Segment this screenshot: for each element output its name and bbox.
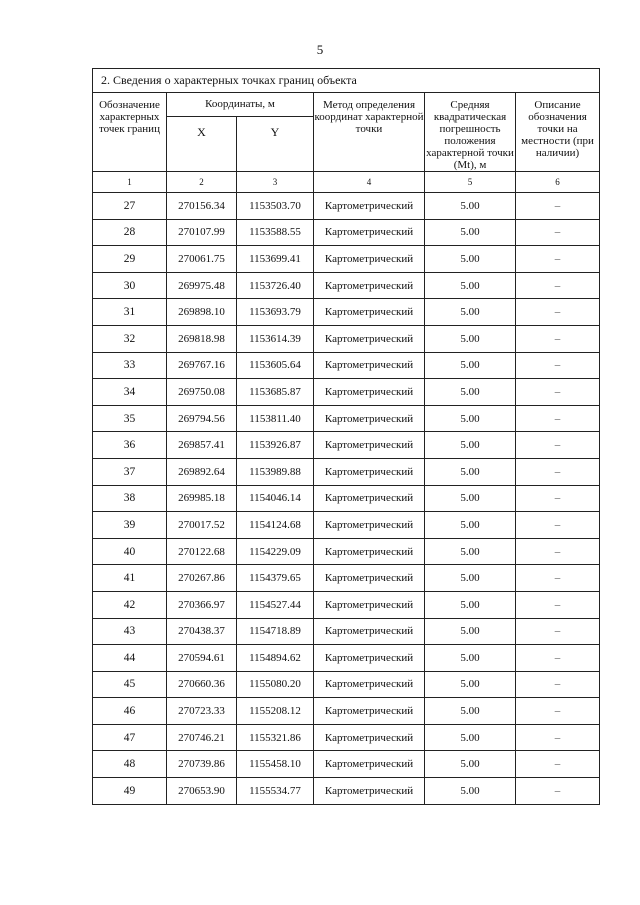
point-number: 48	[93, 751, 167, 778]
accuracy-value: 5.00	[425, 645, 516, 672]
table-row	[93, 193, 600, 220]
coordinate-y: 1154379.65	[237, 565, 314, 592]
table-row	[93, 352, 600, 379]
table-row	[93, 618, 600, 645]
description: –	[516, 193, 600, 220]
coordinate-y: 1153503.70	[237, 193, 314, 220]
description: –	[516, 512, 600, 539]
coordinate-x: 270739.86	[167, 751, 237, 778]
point-number: 32	[93, 325, 167, 352]
coordinate-x: 269767.16	[167, 352, 237, 379]
table-row	[93, 751, 600, 778]
page-number: 5	[316, 42, 324, 57]
header-point: Обозначение характерных точек границ	[93, 93, 167, 172]
point-number: 33	[93, 352, 167, 379]
method: Картометрический	[314, 751, 425, 778]
description: –	[516, 458, 600, 485]
method: Картометрический	[314, 458, 425, 485]
table-row	[93, 512, 600, 539]
description: –	[516, 299, 600, 326]
accuracy-value: 5.00	[425, 591, 516, 618]
description: –	[516, 751, 600, 778]
accuracy-value: 5.00	[425, 485, 516, 512]
coordinate-y: 1154527.44	[237, 591, 314, 618]
description: –	[516, 698, 600, 725]
point-number: 49	[93, 778, 167, 805]
coordinate-y: 1154894.62	[237, 645, 314, 672]
method: Картометрический	[314, 671, 425, 698]
point-number: 27	[93, 193, 167, 220]
accuracy-value: 5.00	[425, 193, 516, 220]
accuracy-value: 5.00	[425, 272, 516, 299]
table-row	[93, 299, 600, 326]
method: Картометрический	[314, 272, 425, 299]
header-method: Метод определения координат характерной точки	[314, 93, 425, 172]
method: Картометрический	[314, 432, 425, 459]
method: Картометрический	[314, 193, 425, 220]
description: –	[516, 565, 600, 592]
table-row	[93, 778, 600, 805]
coordinate-y: 1153693.79	[237, 299, 314, 326]
accuracy-value: 5.00	[425, 246, 516, 273]
method: Картометрический	[314, 724, 425, 751]
method: Картометрический	[314, 379, 425, 406]
table-row	[93, 405, 600, 432]
description: –	[516, 724, 600, 751]
accuracy-value: 5.00	[425, 538, 516, 565]
column-number: 6	[516, 172, 600, 193]
coordinate-x: 269898.10	[167, 299, 237, 326]
description: –	[516, 591, 600, 618]
coordinate-x: 270746.21	[167, 724, 237, 751]
point-number: 36	[93, 432, 167, 459]
coordinate-y: 1155080.20	[237, 671, 314, 698]
coordinate-x: 269985.18	[167, 485, 237, 512]
section-title: 2. Сведения о характерных точках границ объекта	[93, 69, 600, 93]
coordinate-y: 1154046.14	[237, 485, 314, 512]
boundary-points-table	[92, 68, 600, 805]
point-number: 31	[93, 299, 167, 326]
accuracy-value: 5.00	[425, 618, 516, 645]
method: Картометрический	[314, 512, 425, 539]
method: Картометрический	[314, 299, 425, 326]
accuracy-value: 5.00	[425, 671, 516, 698]
table-row	[93, 485, 600, 512]
accuracy-value: 5.00	[425, 512, 516, 539]
table-row	[93, 379, 600, 406]
description: –	[516, 778, 600, 805]
table-row	[93, 671, 600, 698]
coordinate-y: 1153614.39	[237, 325, 314, 352]
column-number: 5	[425, 172, 516, 193]
coordinate-y: 1155321.86	[237, 724, 314, 751]
method: Картометрический	[314, 618, 425, 645]
coordinate-x: 270366.97	[167, 591, 237, 618]
table-row	[93, 272, 600, 299]
method: Картометрический	[314, 538, 425, 565]
column-numbers-row	[93, 172, 600, 193]
coordinate-x: 270122.68	[167, 538, 237, 565]
point-number: 34	[93, 379, 167, 406]
point-number: 30	[93, 272, 167, 299]
description: –	[516, 272, 600, 299]
point-number: 42	[93, 591, 167, 618]
method: Картометрический	[314, 246, 425, 273]
coordinate-x: 270156.34	[167, 193, 237, 220]
coordinate-x: 270653.90	[167, 778, 237, 805]
point-number: 37	[93, 458, 167, 485]
coordinate-y: 1154718.89	[237, 618, 314, 645]
coordinate-y: 1153588.55	[237, 219, 314, 246]
header-description: Описание обозначения точки на местности (при наличии)	[516, 93, 600, 172]
accuracy-value: 5.00	[425, 458, 516, 485]
coordinate-x: 270017.52	[167, 512, 237, 539]
accuracy-value: 5.00	[425, 325, 516, 352]
description: –	[516, 219, 600, 246]
method: Картометрический	[314, 405, 425, 432]
coordinate-y: 1154229.09	[237, 538, 314, 565]
accuracy-value: 5.00	[425, 219, 516, 246]
coordinate-y: 1153926.87	[237, 432, 314, 459]
point-number: 29	[93, 246, 167, 273]
coordinate-y: 1154124.68	[237, 512, 314, 539]
point-number: 39	[93, 512, 167, 539]
coordinate-y: 1153685.87	[237, 379, 314, 406]
coordinate-y: 1155534.77	[237, 778, 314, 805]
accuracy-value: 5.00	[425, 751, 516, 778]
point-number: 46	[93, 698, 167, 725]
accuracy-value: 5.00	[425, 432, 516, 459]
coordinate-x: 270438.37	[167, 618, 237, 645]
coordinate-x: 270723.33	[167, 698, 237, 725]
accuracy-value: 5.00	[425, 698, 516, 725]
accuracy-value: 5.00	[425, 724, 516, 751]
method: Картометрический	[314, 565, 425, 592]
method: Картометрический	[314, 645, 425, 672]
coordinate-y: 1153811.40	[237, 405, 314, 432]
coordinate-x: 270594.61	[167, 645, 237, 672]
table-row	[93, 591, 600, 618]
table-row	[93, 698, 600, 725]
header-y: Y	[237, 116, 314, 171]
table-row	[93, 325, 600, 352]
table-row	[93, 246, 600, 273]
method: Картометрический	[314, 485, 425, 512]
accuracy-value: 5.00	[425, 352, 516, 379]
coordinate-y: 1153605.64	[237, 352, 314, 379]
table-row	[93, 432, 600, 459]
accuracy-value: 5.00	[425, 778, 516, 805]
coordinate-x: 269818.98	[167, 325, 237, 352]
header-accuracy: Средняя квадратическая погрешность положения характерной точки (Mt), м	[425, 93, 516, 172]
table-row	[93, 565, 600, 592]
coordinate-x: 269750.08	[167, 379, 237, 406]
description: –	[516, 618, 600, 645]
description: –	[516, 538, 600, 565]
table-row	[93, 645, 600, 672]
description: –	[516, 645, 600, 672]
method: Картометрический	[314, 219, 425, 246]
point-number: 28	[93, 219, 167, 246]
method: Картометрический	[314, 352, 425, 379]
header-coordinates: Координаты, м	[167, 93, 314, 117]
coordinate-x: 269975.48	[167, 272, 237, 299]
point-number: 44	[93, 645, 167, 672]
description: –	[516, 246, 600, 273]
column-number: 1	[93, 172, 167, 193]
accuracy-value: 5.00	[425, 565, 516, 592]
coordinate-x: 269794.56	[167, 405, 237, 432]
accuracy-value: 5.00	[425, 405, 516, 432]
description: –	[516, 485, 600, 512]
coordinate-x: 270061.75	[167, 246, 237, 273]
coordinate-y: 1155458.10	[237, 751, 314, 778]
table-row	[93, 458, 600, 485]
method: Картометрический	[314, 325, 425, 352]
description: –	[516, 325, 600, 352]
description: –	[516, 352, 600, 379]
coordinate-x: 269857.41	[167, 432, 237, 459]
description: –	[516, 432, 600, 459]
header-x: X	[167, 116, 237, 171]
point-number: 43	[93, 618, 167, 645]
column-number: 4	[314, 172, 425, 193]
point-number: 41	[93, 565, 167, 592]
method: Картометрический	[314, 698, 425, 725]
column-number: 3	[237, 172, 314, 193]
description: –	[516, 671, 600, 698]
table-row	[93, 538, 600, 565]
point-number: 40	[93, 538, 167, 565]
accuracy-value: 5.00	[425, 379, 516, 406]
coordinate-y: 1153699.41	[237, 246, 314, 273]
description: –	[516, 405, 600, 432]
accuracy-value: 5.00	[425, 299, 516, 326]
section-title-row	[93, 69, 600, 93]
method: Картометрический	[314, 591, 425, 618]
column-number: 2	[167, 172, 237, 193]
point-number: 38	[93, 485, 167, 512]
header-row	[93, 93, 600, 117]
coordinate-y: 1153726.40	[237, 272, 314, 299]
table-row	[93, 219, 600, 246]
method: Картометрический	[314, 778, 425, 805]
coordinate-y: 1153989.88	[237, 458, 314, 485]
coordinate-x: 270660.36	[167, 671, 237, 698]
description: –	[516, 379, 600, 406]
point-number: 45	[93, 671, 167, 698]
coordinate-x: 270267.86	[167, 565, 237, 592]
point-number: 35	[93, 405, 167, 432]
point-number: 47	[93, 724, 167, 751]
table-body	[93, 193, 600, 805]
coordinate-y: 1155208.12	[237, 698, 314, 725]
table-row	[93, 724, 600, 751]
coordinate-x: 269892.64	[167, 458, 237, 485]
coordinate-x: 270107.99	[167, 219, 237, 246]
